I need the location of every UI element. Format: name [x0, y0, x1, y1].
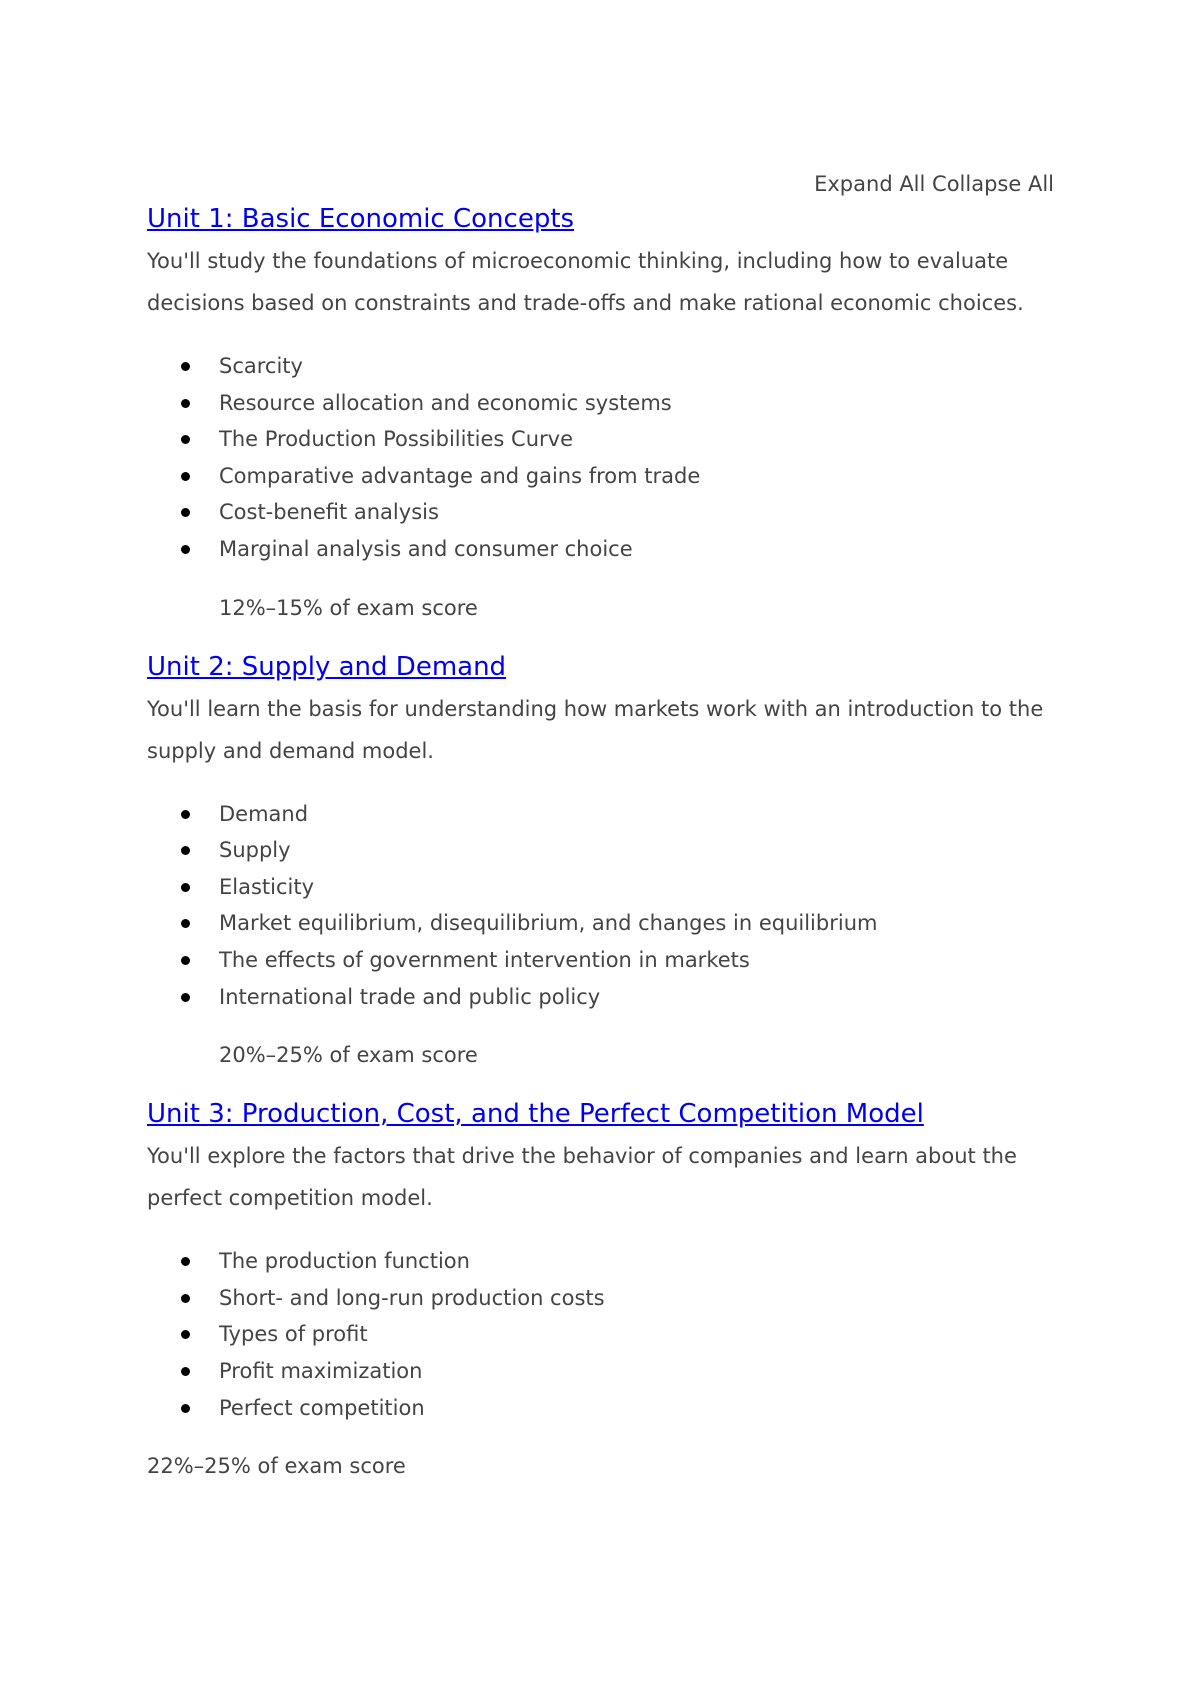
topic-label: Types of profit	[219, 1322, 368, 1347]
expand-collapse-controls	[147, 170, 1057, 198]
bullet-icon	[181, 993, 190, 1002]
bullet-icon	[181, 545, 190, 554]
bullet-icon	[181, 846, 190, 855]
bullet-icon	[181, 362, 190, 371]
topic-list	[147, 1243, 1057, 1426]
topic-label: The Production Possibilities Curve	[219, 427, 574, 452]
bullet-icon	[181, 919, 190, 928]
topic-item	[179, 458, 1057, 495]
exam-weight: 20%–25% of exam score	[219, 1043, 478, 1068]
collapse-all-link[interactable]: Collapse All	[932, 172, 1054, 196]
unit-description: You'll explore the factors that drive the behavior of companies and learn about the perfect competition model.	[147, 1144, 1017, 1211]
topic-item	[179, 1316, 1057, 1353]
topic-label: International trade and public policy	[219, 984, 601, 1009]
unit-description: You'll learn the basis for understanding how markets work with an introduction to the supply and demand model.	[147, 696, 1044, 763]
topic-label: Market equilibrium, disequilibrium, and changes in equilibrium	[219, 911, 878, 936]
topic-item	[179, 979, 1057, 1016]
bullet-icon	[181, 435, 190, 444]
unit-section-3	[147, 1097, 1057, 1480]
bullet-icon	[181, 1257, 190, 1266]
topic-label: Supply	[219, 838, 291, 863]
topic-item	[179, 905, 1057, 942]
document-page	[147, 170, 1057, 1480]
topic-item	[179, 1280, 1057, 1317]
topic-item	[179, 869, 1057, 906]
topic-item	[179, 531, 1057, 568]
topic-label: Profit maximization	[219, 1358, 423, 1383]
topic-label: The effects of government intervention in markets	[219, 947, 750, 972]
topic-label: Comparative advantage and gains from trade	[219, 463, 701, 488]
bullet-icon	[181, 1367, 190, 1376]
topic-label: Demand	[219, 801, 309, 826]
topic-list	[147, 348, 1057, 568]
bullet-icon	[181, 472, 190, 481]
topic-item	[179, 421, 1057, 458]
exam-weight: 22%–25% of exam score	[147, 1454, 406, 1479]
bullet-icon	[181, 1404, 190, 1413]
bullet-icon	[181, 810, 190, 819]
topic-item	[179, 942, 1057, 979]
unit-section-2	[147, 650, 1057, 1070]
unit-title-link[interactable]: Unit 1: Basic Economic Concepts	[147, 204, 575, 234]
topic-label: Short- and long-run production costs	[219, 1285, 605, 1310]
topic-label: Cost-benefit analysis	[219, 500, 439, 525]
topic-item	[179, 796, 1057, 833]
topic-label: Elasticity	[219, 874, 315, 899]
bullet-icon	[181, 1330, 190, 1339]
exam-weight: 12%–15% of exam score	[219, 595, 478, 620]
topic-item	[179, 385, 1057, 422]
bullet-icon	[181, 1294, 190, 1303]
topic-item	[179, 1353, 1057, 1390]
topic-label: Marginal analysis and consumer choice	[219, 536, 633, 561]
topic-item	[179, 348, 1057, 385]
topic-item	[179, 494, 1057, 531]
unit-title-link[interactable]: Unit 2: Supply and Demand	[147, 651, 507, 682]
topic-item	[179, 1243, 1057, 1280]
expand-all-link[interactable]: Expand All	[814, 172, 926, 196]
topic-item	[179, 1390, 1057, 1427]
bullet-icon	[181, 399, 190, 408]
bullet-icon	[181, 508, 190, 517]
unit-section-1	[147, 202, 1057, 622]
topic-item	[179, 832, 1057, 869]
topic-label: Perfect competition	[219, 1395, 425, 1420]
topic-label: Resource allocation and economic systems	[219, 390, 672, 415]
topic-label: Scarcity	[219, 354, 303, 378]
topic-label: The production function	[219, 1249, 470, 1274]
topic-list	[147, 796, 1057, 1016]
unit-description: You'll study the foundations of microeconomic thinking, including how to evaluate decisions based on constraints and trade-offs and make rational economic choices.	[147, 249, 1024, 315]
bullet-icon	[181, 883, 190, 892]
unit-title-link[interactable]: Unit 3: Production, Cost, and the Perfect Competition Model	[147, 1099, 924, 1130]
bullet-icon	[181, 956, 190, 965]
